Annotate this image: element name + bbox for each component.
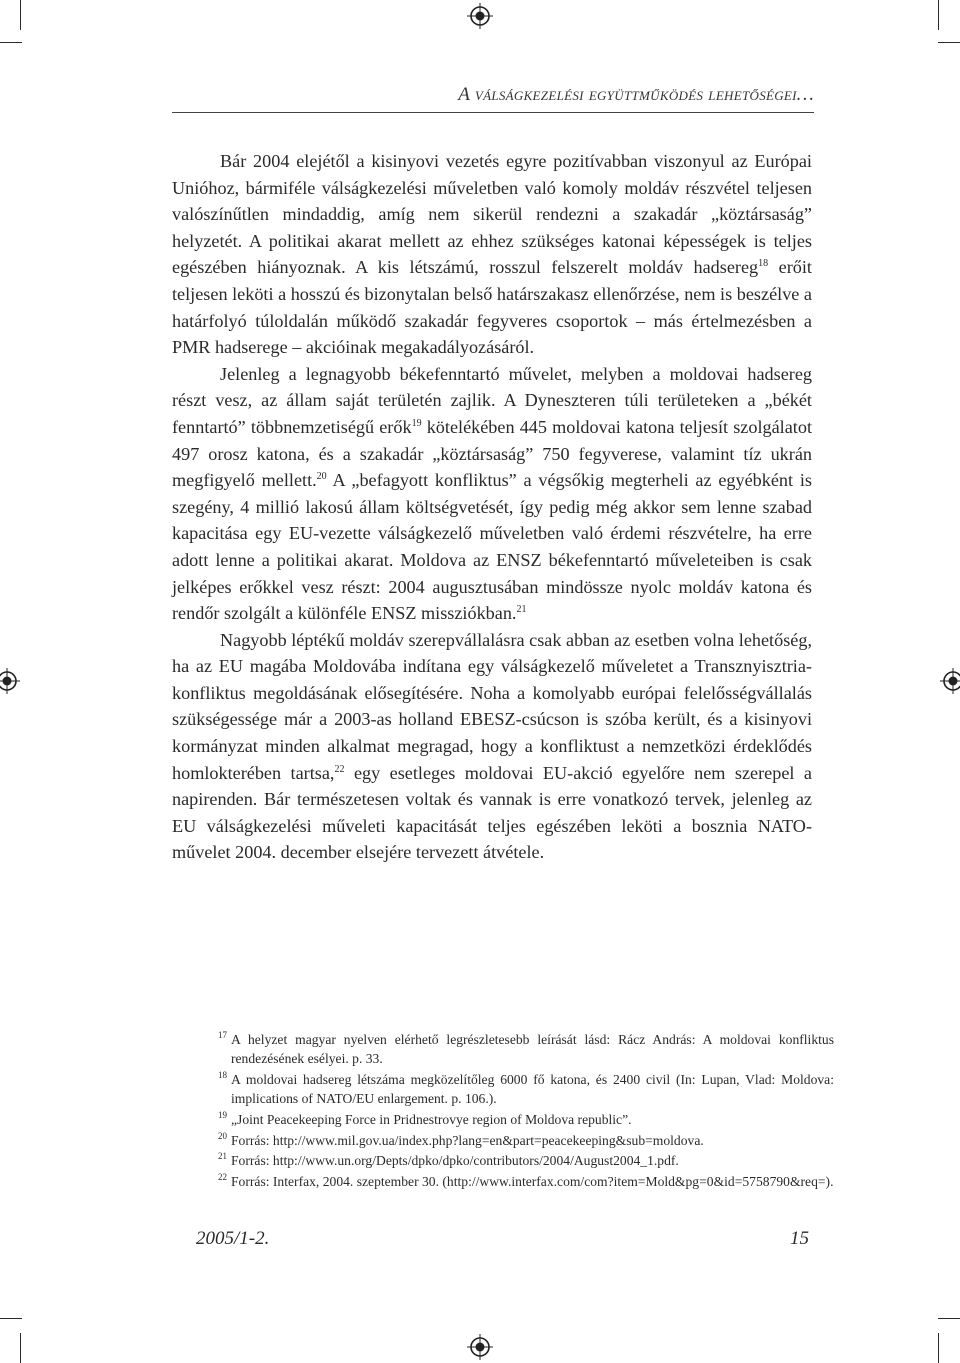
registration-mark-icon — [0, 668, 20, 694]
footnote-ref-19[interactable]: 19 — [411, 417, 422, 429]
crop-mark-bottom-left — [20, 1333, 21, 1363]
header-rule — [172, 112, 814, 113]
footnote-ref-21[interactable]: 21 — [516, 604, 527, 616]
paragraph-3: Nagyobb léptékű moldáv szerepvállalásra csak abban az esetben volna lehetőség, ha az EU magába Moldovába indítana egy válságkezelő műveletet a Transznyisztria-konfliktus megoldásának elősegítésére. Noha a komolyabb európai felelősségvállalás szükségessége már a 2003-as holland EBESZ-csúcson is szóba került, és a kisinyovi kormányzat minden alkalmat megragad, hogy a konfliktust a nemzetközi érdeklődés homlokterében tartsa,$^{22}$ egy esetleges moldovai EU-akció egyelőre nem szerepel a napirenden. Bár természetesen voltak és vannak is erre vonatkozó tervek, jelenleg az EU válságkezelési műveleti kapacitását teljes egészében leköti a bosznia NATO-művelet 2004. december elsejére tervezett átvétele. — [172, 629, 812, 863]
footnote-ref-18[interactable]: 18 — [758, 258, 769, 270]
footnote-17: 17 A helyzet magyar nyelven elérhető legrészletesebb leírását lásd: Rácz András: A moldovai konfliktus rendezésének esélyei. p. 33. — [218, 1030, 834, 1067]
registration-mark-icon — [940, 668, 960, 694]
crop-mark-bottom-right — [938, 1333, 939, 1363]
footnote-19: 19 „Joint Peacekeeping Force in Pridnestrovye region of Moldova republic”. — [218, 1109, 632, 1127]
footnotes — [218, 1030, 834, 1193]
body-text — [172, 148, 812, 866]
registration-mark-icon — [467, 1334, 493, 1360]
footnote-21: 21 Forrás: http://www.un.org/Depts/dpko/dpko/contributors/2004/August2004_1.pdf. — [218, 1151, 679, 1169]
crop-mark-bottom-left-h — [0, 1318, 22, 1319]
footnote-ref-22[interactable]: 22 — [334, 763, 345, 775]
crop-mark-bottom-right-h — [938, 1318, 960, 1319]
footnote-18: 18 A moldovai hadsereg létszáma megközelítőleg 6000 fő katona, és 2400 civil (In: Lupan, Vlad: Moldova: implications of NATO/EU enlargement. p. 106.). — [218, 1069, 834, 1107]
running-header: A válságkezelési együttműködés lehetőségei… — [458, 84, 814, 105]
paragraph-1: Bár 2004 elejétől a kisinyovi vezetés egyre pozitívabban viszonyul az Európai Unióhoz, bármiféle válságkezelési műveletben való komoly moldáv részvétel teljesen valószínűtlen mindaddig, amíg nem sikerül rendezni a szakadár „köztársaság” helyzetét. A politikai akarat mellett az ehhez szükséges katonai képességek is teljes egészében hiányoznak. A kis létszámú, rosszul felszerelt moldáv hadsereg$^{18}$ erőit teljesen leköti a hosszú és bizonytalan belső határszakasz ellenőrzése, nem is beszélve a határfolyó túloldalán működő szakadár fegyveres csoportok – más értelmezésben a PMR hadserege – akcióinak megakadályozásáról. — [172, 151, 812, 358]
footnote-ref-20[interactable]: 20 — [316, 471, 327, 483]
crop-mark-top-left-h — [0, 42, 22, 43]
registration-mark-icon — [467, 3, 493, 29]
page-number: 15 — [790, 1228, 809, 1249]
issue-label: 2005/1-2. — [196, 1228, 270, 1249]
crop-mark-top-right — [938, 0, 939, 30]
footnote-20: 20 Forrás: http://www.mil.gov.ua/index.php?lang=en&part=peacekeeping&sub=moldova. — [218, 1130, 704, 1148]
crop-mark-top-right-h — [938, 42, 960, 43]
footnote-22: 22 Forrás: Interfax, 2004. szeptember 30. (http://www.interfax.com/com?item=Mold&pg=0&id=5758790&req=). — [218, 1171, 834, 1189]
paragraph-2: Jelenleg a legnagyobb békefenntartó művelet, melyben a moldovai hadsereg részt vesz, az állam saját területén zajlik. A Dyneszteren túli területeken a „békét fenntartó” többnemzetiségű erők$^{19}$ kötelékében 445 moldovai katona teljesít szolgálatot 497 orosz katona, és a szakadár „köztársaság” 750 fegyverese, valamint tíz ukrán megfigyelő mellett.$^{20}$ A „befagyott konfliktus” a végsőkig megterheli az egyébként is szegény, 4 millió lakosú állam költségvetését, így pedig még akkor sem lenne szabad kapacitása egy EU-vezette válságkezelő műveletben való érdemi részvételre, ha erre adott lenne a politikai akarat. Moldova az ENSZ békefenntartó műveleteiben is csak jelképes erőkkel vesz részt: 2004 augusztusában mindössze nyolc moldáv katona és rendőr szolgált a különféle ENSZ missziókban.$^{21}$ — [172, 363, 812, 624]
crop-mark-top-left — [20, 0, 21, 30]
